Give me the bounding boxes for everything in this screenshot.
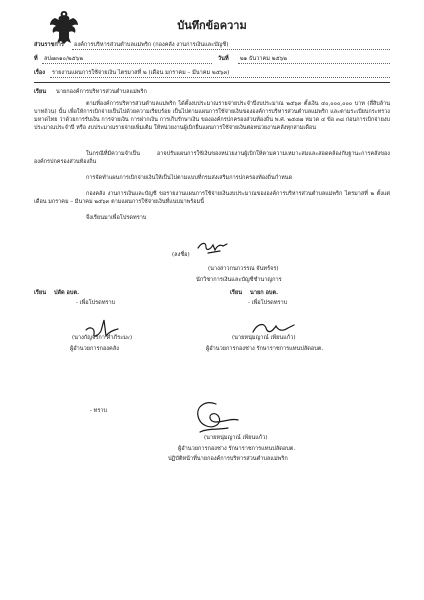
salutation-value: นายกองค์การบริหารส่วนตำบลแม่พริก [56,89,147,95]
subject-label: เรื่อง [34,70,46,76]
subject-dotted-line [50,77,390,78]
left-heading-value: ปลัด อบต. [54,290,80,296]
closing-line: จึงเรียนมาเพื่อโปรดทราบ [86,215,147,221]
right-position: ผู้อำนวยการกองช่าง รักษาราชการแทนปลัดอบต. [206,346,324,352]
signature-main-name: (นางสาวกนกวรรณ จันทร์จร) [208,266,279,272]
signature-main-prefix: (ลงชื่อ) [172,252,190,258]
ref-value: ลป๗๓๑๐/๒๕๖๒ [44,56,84,62]
bottom-item: - ทราบ [90,408,108,414]
right-name: (นายหนุ่มญาณ์ เพียนแก้ว) [232,335,296,341]
body-paragraph-2: ในกรณีที่มีความจำเป็น อาจปรับแผนการใช้เงินของหน่วยงานผู้เบิกให้ตามความเหมาะสมและสอดคล้องกับฐานะการคลังขององค์กรปกครองส่วนท้องถิ่น [34,151,390,165]
body-paragraph-1: ตามที่องค์การบริหารส่วนตำบลแม่พริก ได้ตั้งงบประมาณรายจ่ายประจำปีงบประมาณ ๒๕๖๓ ตั้งเงิน ๔๐,๐๐๐,๐๐๐ บาท (สี่สิบล้านบาทถ้วน) นั้น เพื่อให้การเบิกจ่ายเป็นไปด้วยความเรียบร้อย เป็นไปตามแผนการใช้จ่ายเงินขององค์การบริหารส่วนตำบลแม่พริก และตามระเบียบกระทรวงมหาดไทย ว่าด้วยการรับเงิน การจ่ายเงิน การฝากเงิน การเก็บรักษาเงิน ขององค์กรปกครองส่วนท้องถิ่น พ.ศ. ๒๕๔๗ หมวด ๔ ข้อ ๓๘ ก่อนการเบิกจ่ายงบประมาณประจำปี หรือ งบประมาณรายจ่ายเพิ่มเติม ให้หน่วยงานผู้เบิกยื่นแผนการใช้จ่ายเงินต่อหน่วยงานคลังทุกสามเดือน [34,101,390,131]
agency-dotted-line [72,49,390,50]
salutation-label: เรียน [34,89,47,95]
header-divider [34,82,390,83]
left-name: (นางกัญจริกา คำภีระมะ) [72,335,133,341]
bottom-position-2: ปฏิบัติหน้าที่นายกองค์การบริหารส่วนตำบลแม่พริก [168,456,288,462]
body-paragraph-3: การจัดทำแผนการเบิกจ่ายเงินให้เป็นไปตามแบบที่กรมส่งเสริมการปกครองท้องถิ่นกำหนด [86,175,293,181]
ref-dotted-line [42,63,212,64]
ref-label: ที่ [34,56,38,62]
agency-label: ส่วนราชการ [34,42,64,48]
signature-main-position: นักวิชาการเงินและบัญชีชำนาญการ [196,277,282,283]
date-dotted-line [238,63,390,64]
left-item: - เพื่อโปรดทราบ [76,300,116,306]
agency-value: องค์การบริหารส่วนตำบลแม่พริก (กองคลัง งานการเงินและบัญชี) [74,42,229,48]
bottom-name: (นายหนุ่มญาณ์ เพียนแก้ว) [204,435,268,441]
subject-value: รายงานแผนการใช้จ่ายเงิน ไตรมาสที่ ๒ (เดือน มกราคม – มีนาคม ๒๕๖๓) [52,70,230,76]
date-label: วันที่ [218,56,229,62]
body-paragraph-4: กองคลัง งานการเงินและบัญชี ขอรายงานแผนการใช้จ่ายเงินงบประมาณขององค์การบริหารส่วนตำบลแม่พริก ไตรมาสที่ ๒ ตั้งแต่เดือน มกราคม – มีนาคม ๒๕๖๓ ตามแผนการใช้จ่ายเงินที่แนบมาพร้อมนี้ [34,191,390,205]
memo-title: บันทึกข้อความ [177,19,247,32]
right-heading-value: นายก อบต. [250,290,279,296]
left-position: ผู้อำนวยการกองคลัง [70,346,119,352]
right-heading-label: เรียน [230,290,243,296]
right-item: - เพื่อโปรดทราบ [248,300,288,306]
signature-main-image [196,238,230,256]
date-value: ๒๑ ธันวาคม ๒๕๖๒ [240,56,287,62]
bottom-position-1: ผู้อำนวยการกองช่าง รักษาราชการแทนปลัดอบต. [178,446,296,452]
left-heading-label: เรียน [34,290,47,296]
